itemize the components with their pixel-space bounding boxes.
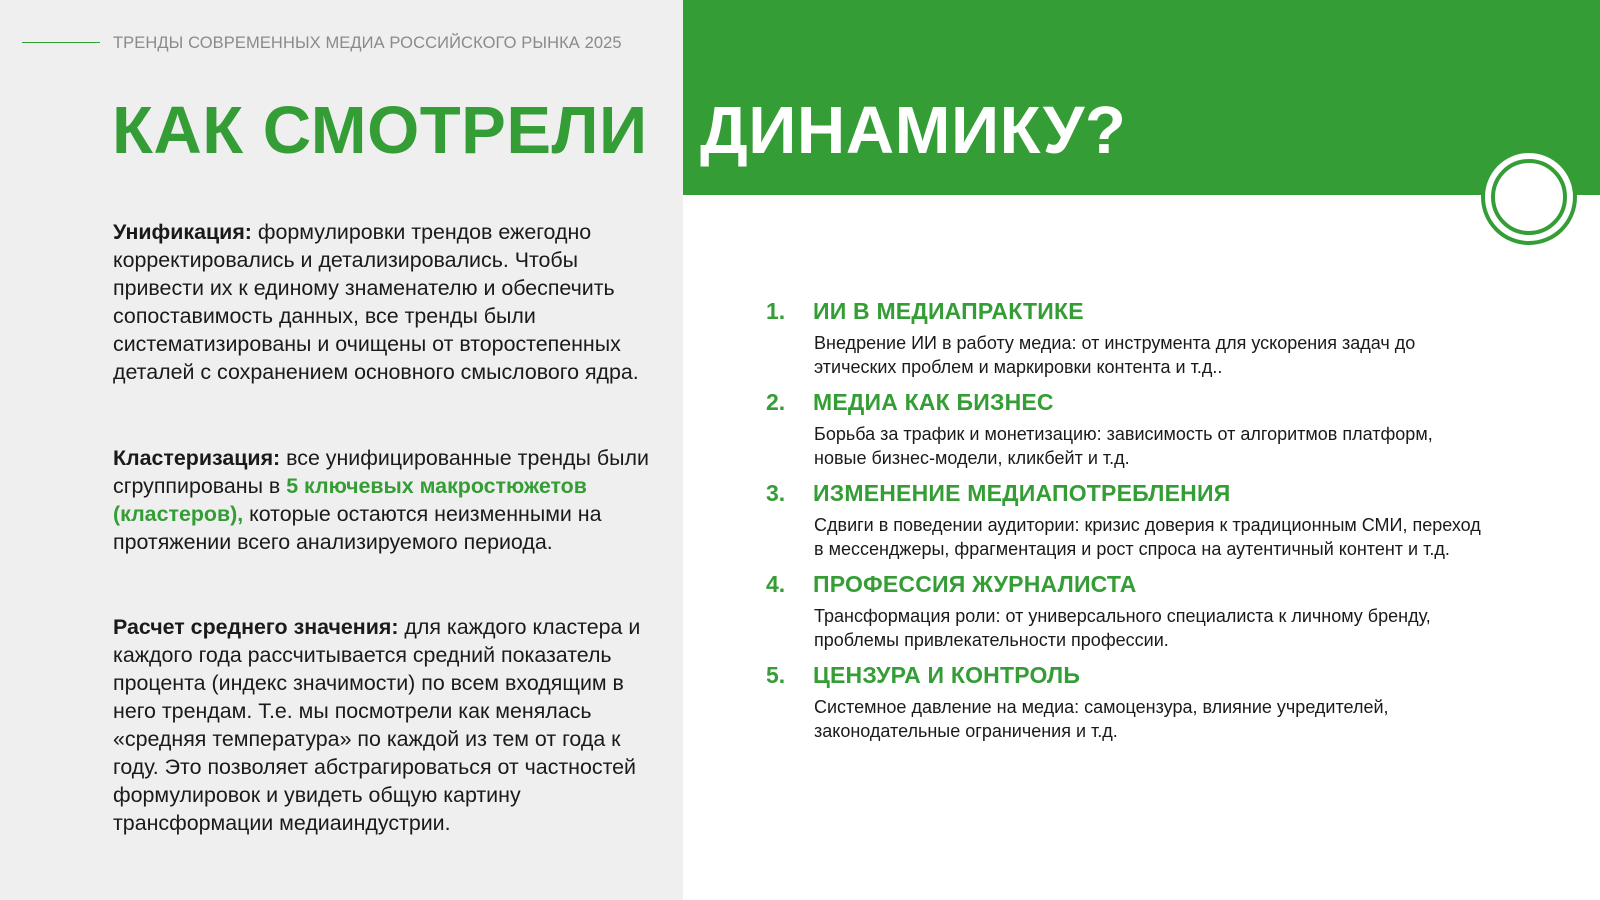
slide-caption: ТРЕНДЫ СОВРЕМЕННЫХ МЕДИА РОССИЙСКОГО РЫНКА 2025 bbox=[113, 34, 622, 52]
cluster-title: ПРОФЕССИЯ ЖУРНАЛИСТА bbox=[813, 571, 1137, 597]
paragraph-unification-text: формулировки трендов ежегодно корректировались и детализировались. Чтобы привести их к единому знаменателю и обеспечить сопоставимость данных, все тренды были систематизированы и очищены от второстепенных деталей с сохранением основного смыслового ядра. bbox=[113, 220, 639, 384]
paragraph-clustering-text-end: которые остаются неизменными на протяжении всего анализируемого периода. bbox=[113, 502, 602, 554]
cluster-number: 5. bbox=[766, 662, 786, 688]
paragraph-clustering bbox=[113, 444, 658, 556]
paragraph-clustering-highlight: 5 ключевых макростюжетов (кластеров), bbox=[113, 474, 587, 526]
cluster-heading bbox=[766, 477, 1486, 509]
cluster-number: 3. bbox=[766, 480, 786, 506]
cluster-title: ИЗМЕНЕНИЕ МЕДИАПОТРЕБЛЕНИЯ bbox=[813, 480, 1231, 506]
cluster-description: Сдвиги в поведении аудитории: кризис доверия к традиционным СМИ, переход в мессенджеры, фрагментация и рост спроса на аутентичный контент и т.д. bbox=[814, 515, 1481, 559]
cluster-description: Внедрение ИИ в работу медиа: от инструмента для ускорения задач до этических проблем и маркировки контента и т.д.. bbox=[814, 333, 1416, 377]
cluster-title: ИИ В МЕДИАПРАКТИКЕ bbox=[813, 298, 1084, 324]
cluster-heading bbox=[766, 659, 1486, 691]
list-item bbox=[766, 568, 1486, 652]
paragraph-clustering-label: Кластеризация: bbox=[113, 446, 281, 470]
paragraph-unification bbox=[113, 218, 658, 386]
decorative-ring-inner-icon bbox=[1491, 159, 1567, 235]
cluster-heading bbox=[766, 295, 1486, 327]
paragraph-unification-label: Унификация: bbox=[113, 220, 252, 244]
cluster-list bbox=[766, 295, 1486, 743]
caption-divider bbox=[22, 42, 100, 43]
cluster-description: Борьба за трафик и монетизацию: зависимость от алгоритмов платформ, новые бизнес-модели, кликбейт и т.д. bbox=[814, 424, 1433, 468]
paragraph-average-label: Расчет среднего значения: bbox=[113, 615, 399, 639]
cluster-number: 4. bbox=[766, 571, 786, 597]
page-title-right: ДИНАМИКУ? bbox=[700, 93, 1127, 168]
list-item bbox=[766, 659, 1486, 743]
cluster-title: МЕДИА КАК БИЗНЕС bbox=[813, 389, 1054, 415]
cluster-title: ЦЕНЗУРА И КОНТРОЛЬ bbox=[813, 662, 1081, 688]
paragraph-average bbox=[113, 613, 658, 837]
cluster-number: 2. bbox=[766, 389, 786, 415]
cluster-heading bbox=[766, 386, 1486, 418]
paragraph-average-text: для каждого кластера и каждого года рассчитывается средний показатель процента (индекс значимости) по всем входящим в него трендам. Т.е. мы посмотрели как менялась «средняя температура» по каждой из тем от года к году. Это позволяет абстрагироваться от частностей формулировок и увидеть общую картину трансформации медиаиндустрии. bbox=[113, 615, 641, 835]
list-item bbox=[766, 295, 1486, 379]
cluster-heading bbox=[766, 568, 1486, 600]
list-item bbox=[766, 477, 1486, 561]
paragraph-clustering-text: все унифицированные тренды были сгруппированы в bbox=[113, 446, 649, 498]
list-item bbox=[766, 386, 1486, 470]
cluster-description: Системное давление на медиа: самоцензура, влияние учредителей, законодательные ограничения и т.д. bbox=[814, 697, 1389, 741]
cluster-description: Трансформация роли: от универсального специалиста к личному бренду, проблемы привлекательности профессии. bbox=[814, 606, 1431, 650]
page-title-left: КАК СМОТРЕЛИ bbox=[112, 93, 648, 168]
cluster-number: 1. bbox=[766, 298, 786, 324]
